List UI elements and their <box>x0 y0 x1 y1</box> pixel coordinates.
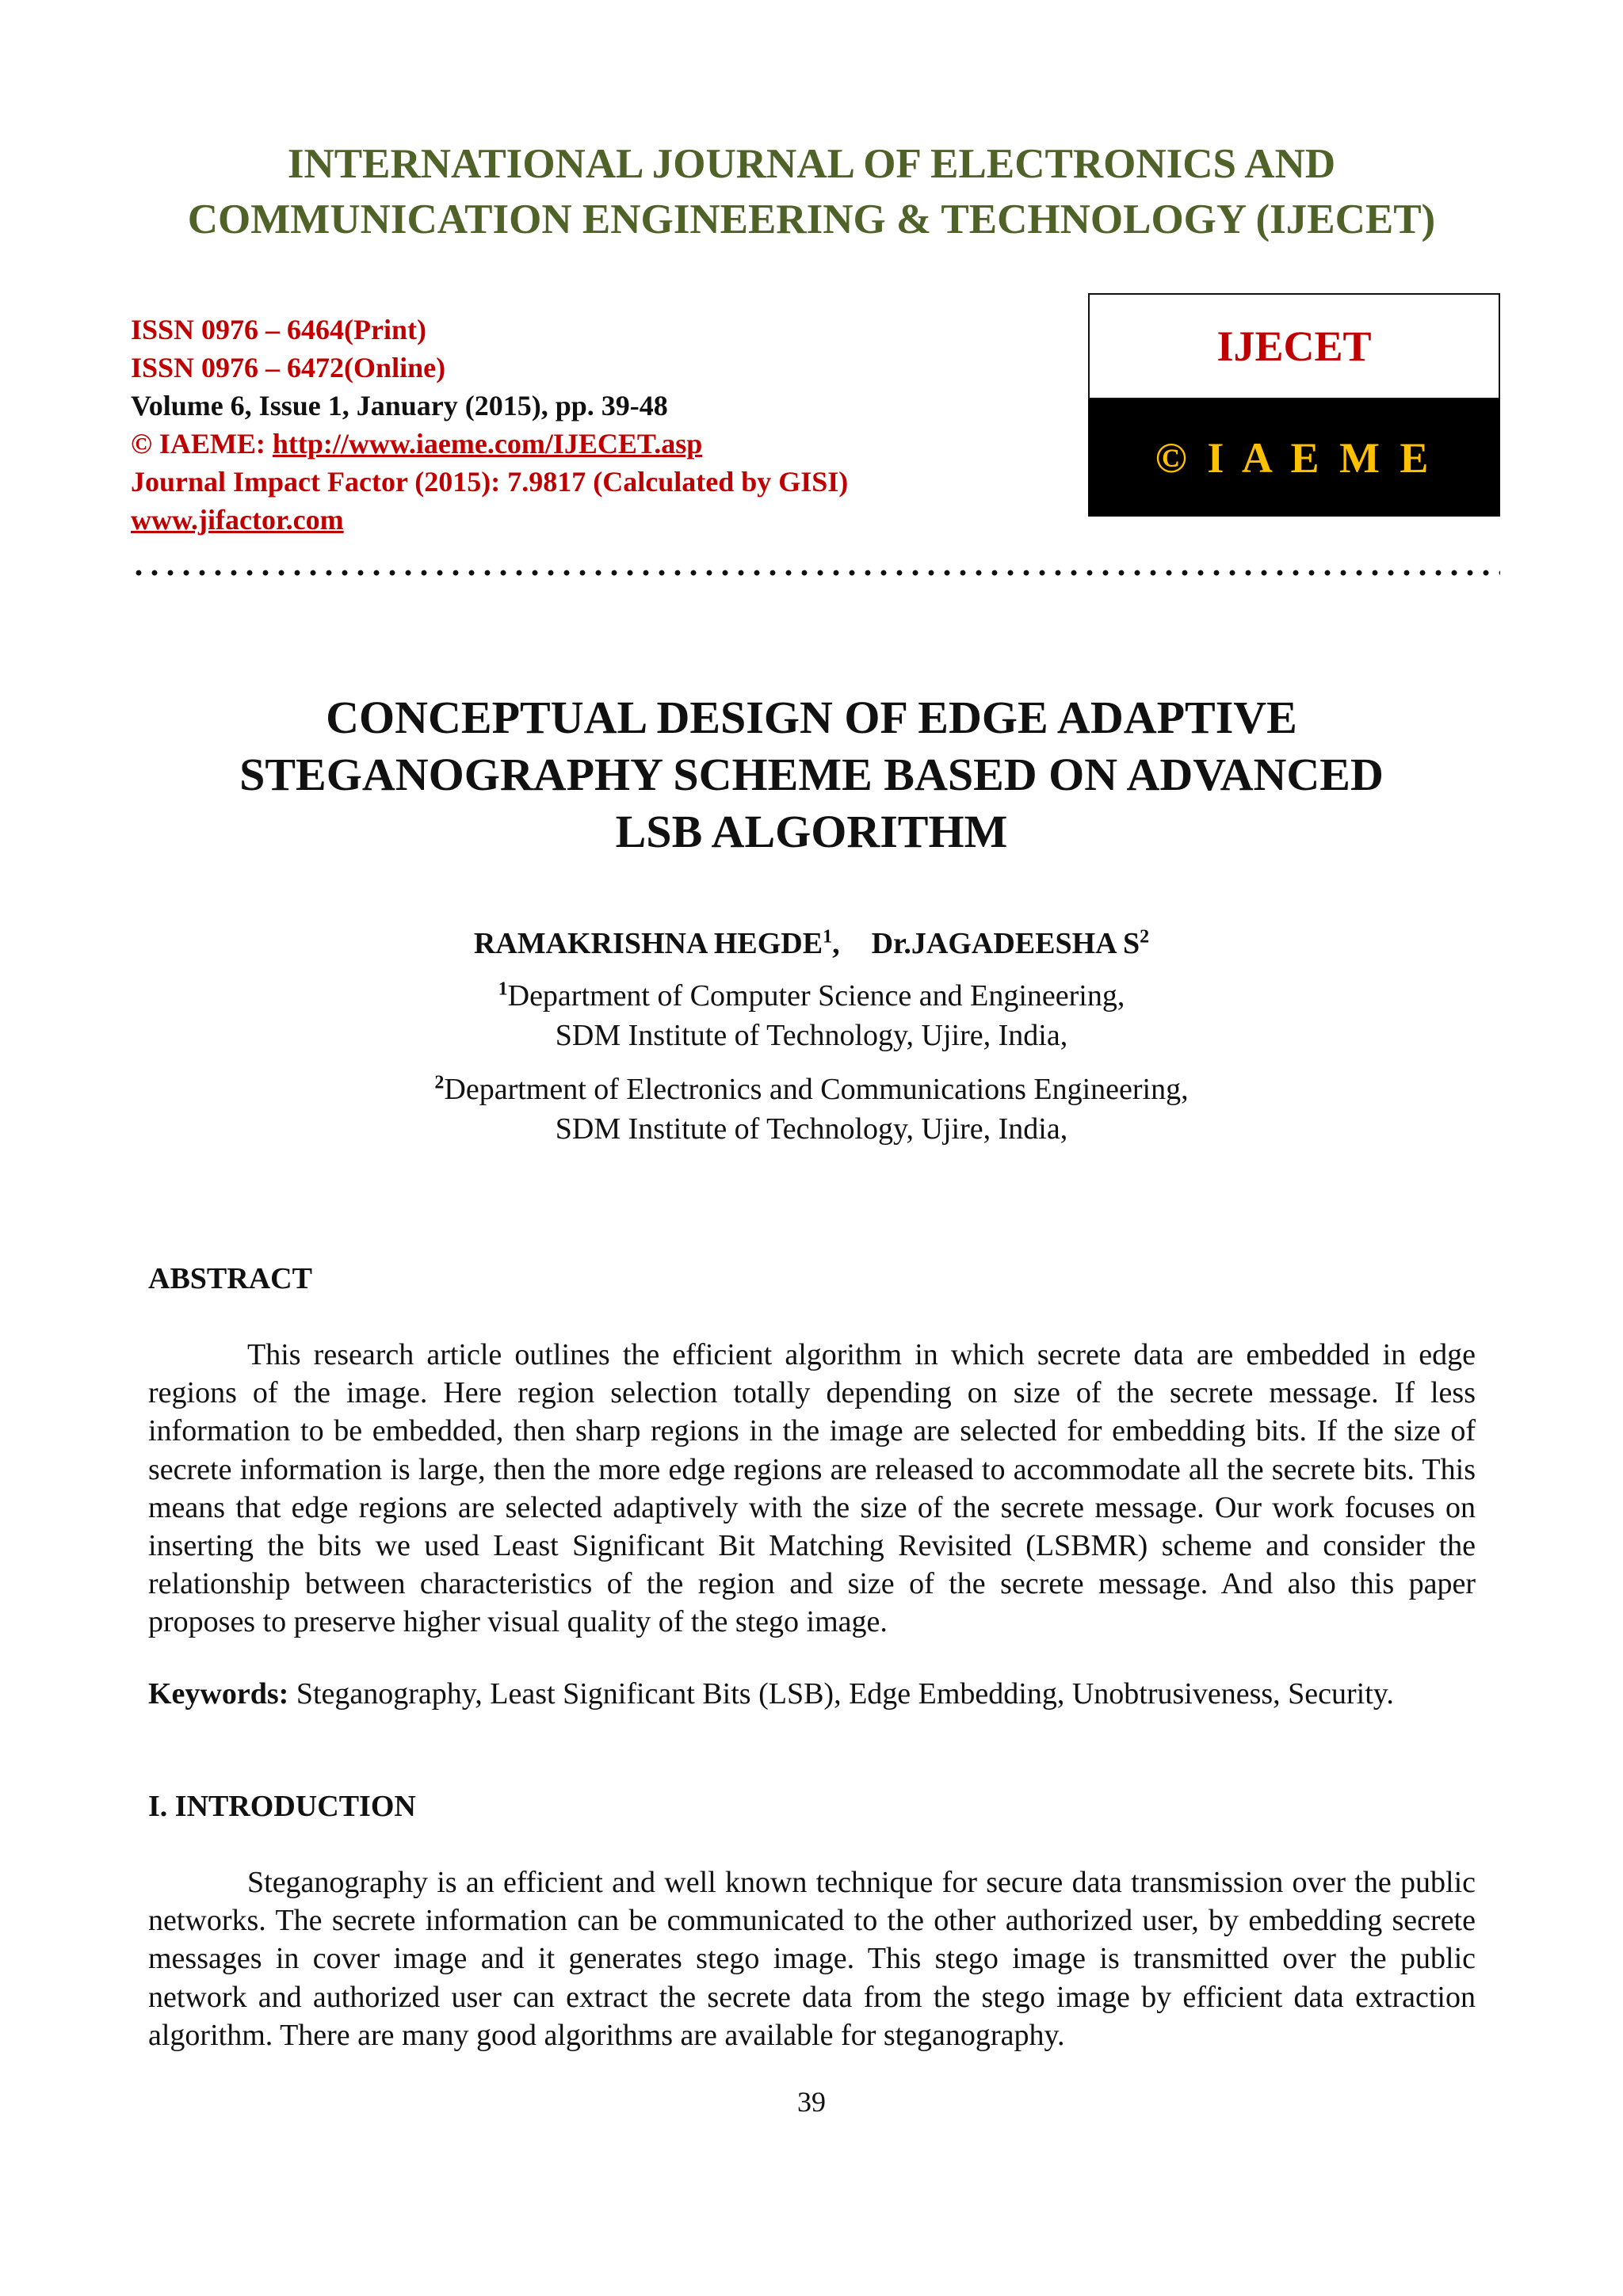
affiliation-2 <box>0 1070 1623 1149</box>
volume-info: Volume 6, Issue 1, January (2015), pp. 39-48 <box>131 390 668 421</box>
ijecet-badge: IJECET <box>1088 293 1500 399</box>
introduction-heading: I. INTRODUCTION <box>148 1790 416 1823</box>
paper-title <box>0 689 1623 860</box>
abstract-text: This research article outlines the efficient algorithm in which secrete data are embedded in edge regions of the image. Here region selection totally depending on size of the secrete message. If less information to be embedded, then sharp regions in the image are selected for embedding bits. If the size of secrete information is large, then the more edge regions are released to accommodate all the secrete bits. This means that edge regions are selected adaptively with the size of the secrete message. Our work focuses on inserting the bits we used Least Significant Bit Matching Revisited (LSBMR) scheme and consider the relationship between characteristics of the region and size of the secrete message. And also this paper proposes to preserve higher visual quality of the stego image. <box>148 1338 1476 1639</box>
journal-title-line1: INTERNATIONAL JOURNAL OF ELECTRONICS AND <box>287 141 1336 187</box>
author-1-sup: 1 <box>823 926 833 948</box>
dotted-divider <box>131 569 1500 577</box>
keywords-label: Keywords: <box>148 1677 289 1711</box>
paper-title-line2: STEGANOGRAPHY SCHEME BASED ON ADVANCED <box>239 749 1384 800</box>
abstract-heading: ABSTRACT <box>148 1262 312 1295</box>
authors <box>0 924 1623 963</box>
affiliation-2-line1 <box>0 1070 1623 1109</box>
iaeme-badge: © I A E M E <box>1088 399 1500 517</box>
affiliation-1-sup: 1 <box>498 978 508 1000</box>
journal-title-line2: COMMUNICATION ENGINEERING & TECHNOLOGY (IJECET) <box>187 196 1436 242</box>
iaeme-link[interactable]: http://www.iaeme.com/IJECET.asp <box>272 428 703 460</box>
page-number: 39 <box>797 2086 826 2118</box>
issn-print: ISSN 0976 – 6464(Print) <box>131 314 427 345</box>
jifactor-link[interactable]: www.jifactor.com <box>131 504 344 536</box>
affiliation-1-line1 <box>0 976 1623 1016</box>
publication-meta <box>131 311 848 539</box>
keywords <box>148 1675 1476 1713</box>
journal-title <box>0 136 1623 247</box>
iaeme-prefix: © IAEME: <box>131 428 273 460</box>
abstract-body <box>148 1336 1476 1642</box>
affiliation-1 <box>0 976 1623 1055</box>
introduction-body <box>148 1863 1476 2054</box>
affiliation-2-dept: Department of Electronics and Communications Engineering, <box>444 1073 1189 1106</box>
affiliation-1-line2: SDM Institute of Technology, Ujire, India, <box>555 1019 1068 1052</box>
affiliation-2-sup: 2 <box>434 1072 445 1093</box>
author-1: RAMAKRISHNA HEGDE <box>473 927 823 960</box>
paper-title-line3: LSB ALGORITHM <box>615 806 1008 857</box>
affiliation-1-dept: Department of Computer Science and Engineering, <box>507 979 1125 1013</box>
affiliation-2-line2: SDM Institute of Technology, Ujire, India, <box>555 1112 1068 1146</box>
author-1-comma: , <box>832 927 840 960</box>
keywords-text: Steganography, Least Significant Bits (LSB), Edge Embedding, Unobtrusiveness, Security. <box>296 1677 1394 1711</box>
introduction-text: Steganography is an efficient and well known technique for secure data transmission over the public networks. The secrete information can be communicated to the other authorized user, by embedding secrete messages in cover image and it generates stego image. This stego image is transmitted over the public network and authorized user can extract the secrete data from the stego image by efficient data extraction algorithm. There are many good algorithms are available for steganography. <box>148 1866 1476 2052</box>
paper-title-line1: CONCEPTUAL DESIGN OF EDGE ADAPTIVE <box>326 692 1297 743</box>
author-2-sup: 2 <box>1140 926 1150 948</box>
jifactor-line <box>131 501 848 539</box>
impact-factor: Journal Impact Factor (2015): 7.9817 (Calculated by GISI) <box>131 466 849 498</box>
issn-online: ISSN 0976 – 6472(Online) <box>131 352 446 383</box>
iaeme-line <box>131 425 848 463</box>
author-2: Dr.JAGADEESHA S <box>871 927 1140 960</box>
